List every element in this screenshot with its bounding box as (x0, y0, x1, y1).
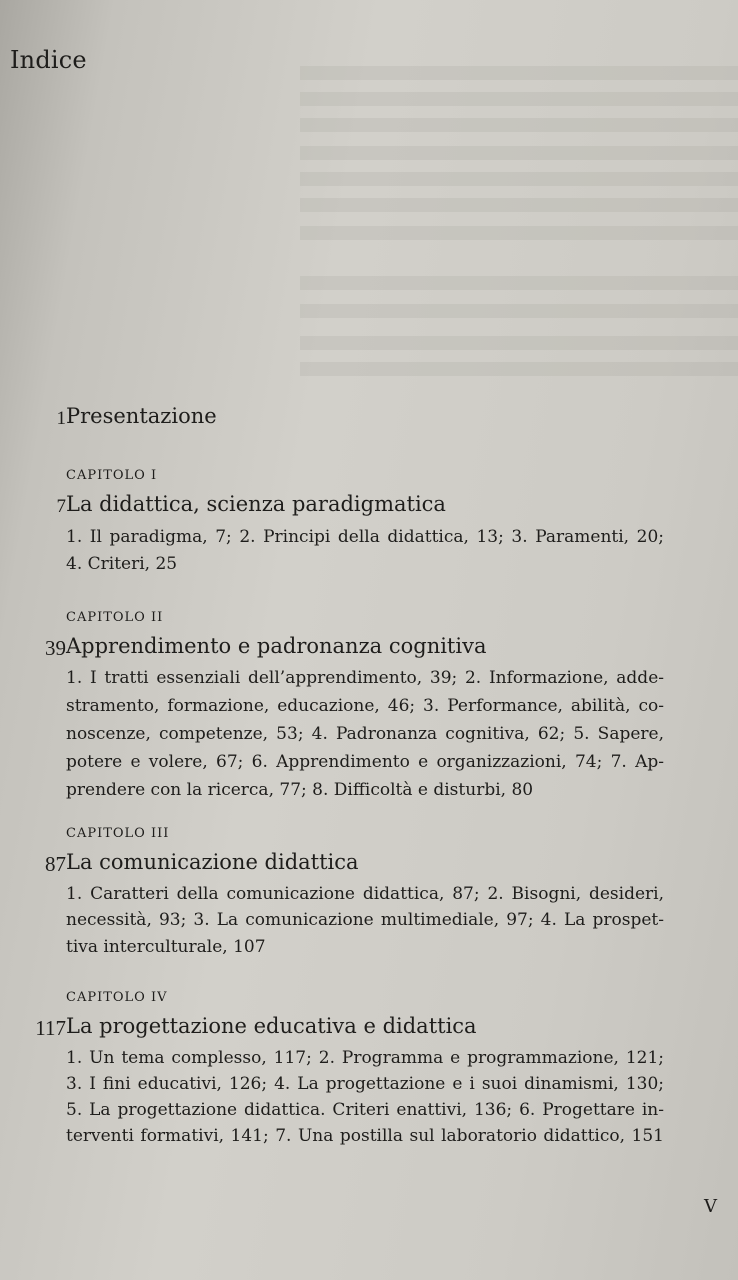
entry-title: Presentazione (66, 404, 217, 428)
chapter-title: La comunicazione didattica (66, 850, 359, 874)
section-line: 1. Caratteri della comunicazione didattica, 87; 2. Bisogni, desideri, (66, 884, 664, 904)
chapter-label: CAPITOLO IV (66, 990, 168, 1005)
section-line: 3. I fini educativi, 126; 4. La progettazione e i suoi dinamismi, 130; (66, 1074, 664, 1094)
section-line: stramento, formazione, educazione, 46; 3. Performance, abilità, co- (66, 696, 664, 716)
section-line: 4. Criteri, 25 (66, 554, 178, 574)
section-line: 1. I tratti essenziali dell’apprendimento, 39; 2. Informazione, adde- (66, 668, 664, 688)
section-line: prendere con la ricerca, 77; 8. Difficoltà e disturbi, 80 (66, 780, 534, 800)
chapter-label: CAPITOLO I (66, 468, 158, 483)
page-number: 7 (56, 496, 66, 517)
section-line: potere e volere, 67; 6. Apprendimento e organizzazioni, 74; 7. Ap- (66, 752, 664, 772)
page-number: 117 (35, 1016, 66, 1040)
chapter-title: La progettazione educativa e didattica (66, 1014, 477, 1038)
page-number: 1 (56, 408, 66, 429)
chapter-label: CAPITOLO II (66, 610, 164, 625)
section-line: 1. Un tema complesso, 117; 2. Programma e programmazione, 121; (66, 1048, 664, 1068)
chapter-title: La didattica, scienza paradigmatica (66, 492, 446, 516)
section-line: necessità, 93; 3. La comunicazione multimediale, 97; 4. La prospet- (66, 910, 664, 930)
folio-page-number: V (704, 1196, 717, 1217)
page-number: 87 (45, 852, 66, 876)
section-line: noscenze, competenze, 53; 4. Padronanza cognitiva, 62; 5. Sapere, (66, 724, 664, 744)
section-line: 5. La progettazione didattica. Criteri enattivi, 136; 6. Progettare in- (66, 1100, 664, 1120)
bleed-through-shadow (0, 0, 738, 380)
page-number: 39 (45, 636, 66, 660)
section-line: terventi formativi, 141; 7. Una postilla sul laboratorio didattico, 151 (66, 1126, 664, 1146)
section-line: tiva interculturale, 107 (66, 937, 266, 957)
chapter-title: Apprendimento e padronanza cognitiva (66, 634, 487, 658)
page-title: Indice (10, 46, 87, 74)
chapter-label: CAPITOLO III (66, 826, 170, 841)
section-line: 1. Il paradigma, 7; 2. Principi della didattica, 13; 3. Paramenti, 20; (66, 527, 664, 547)
